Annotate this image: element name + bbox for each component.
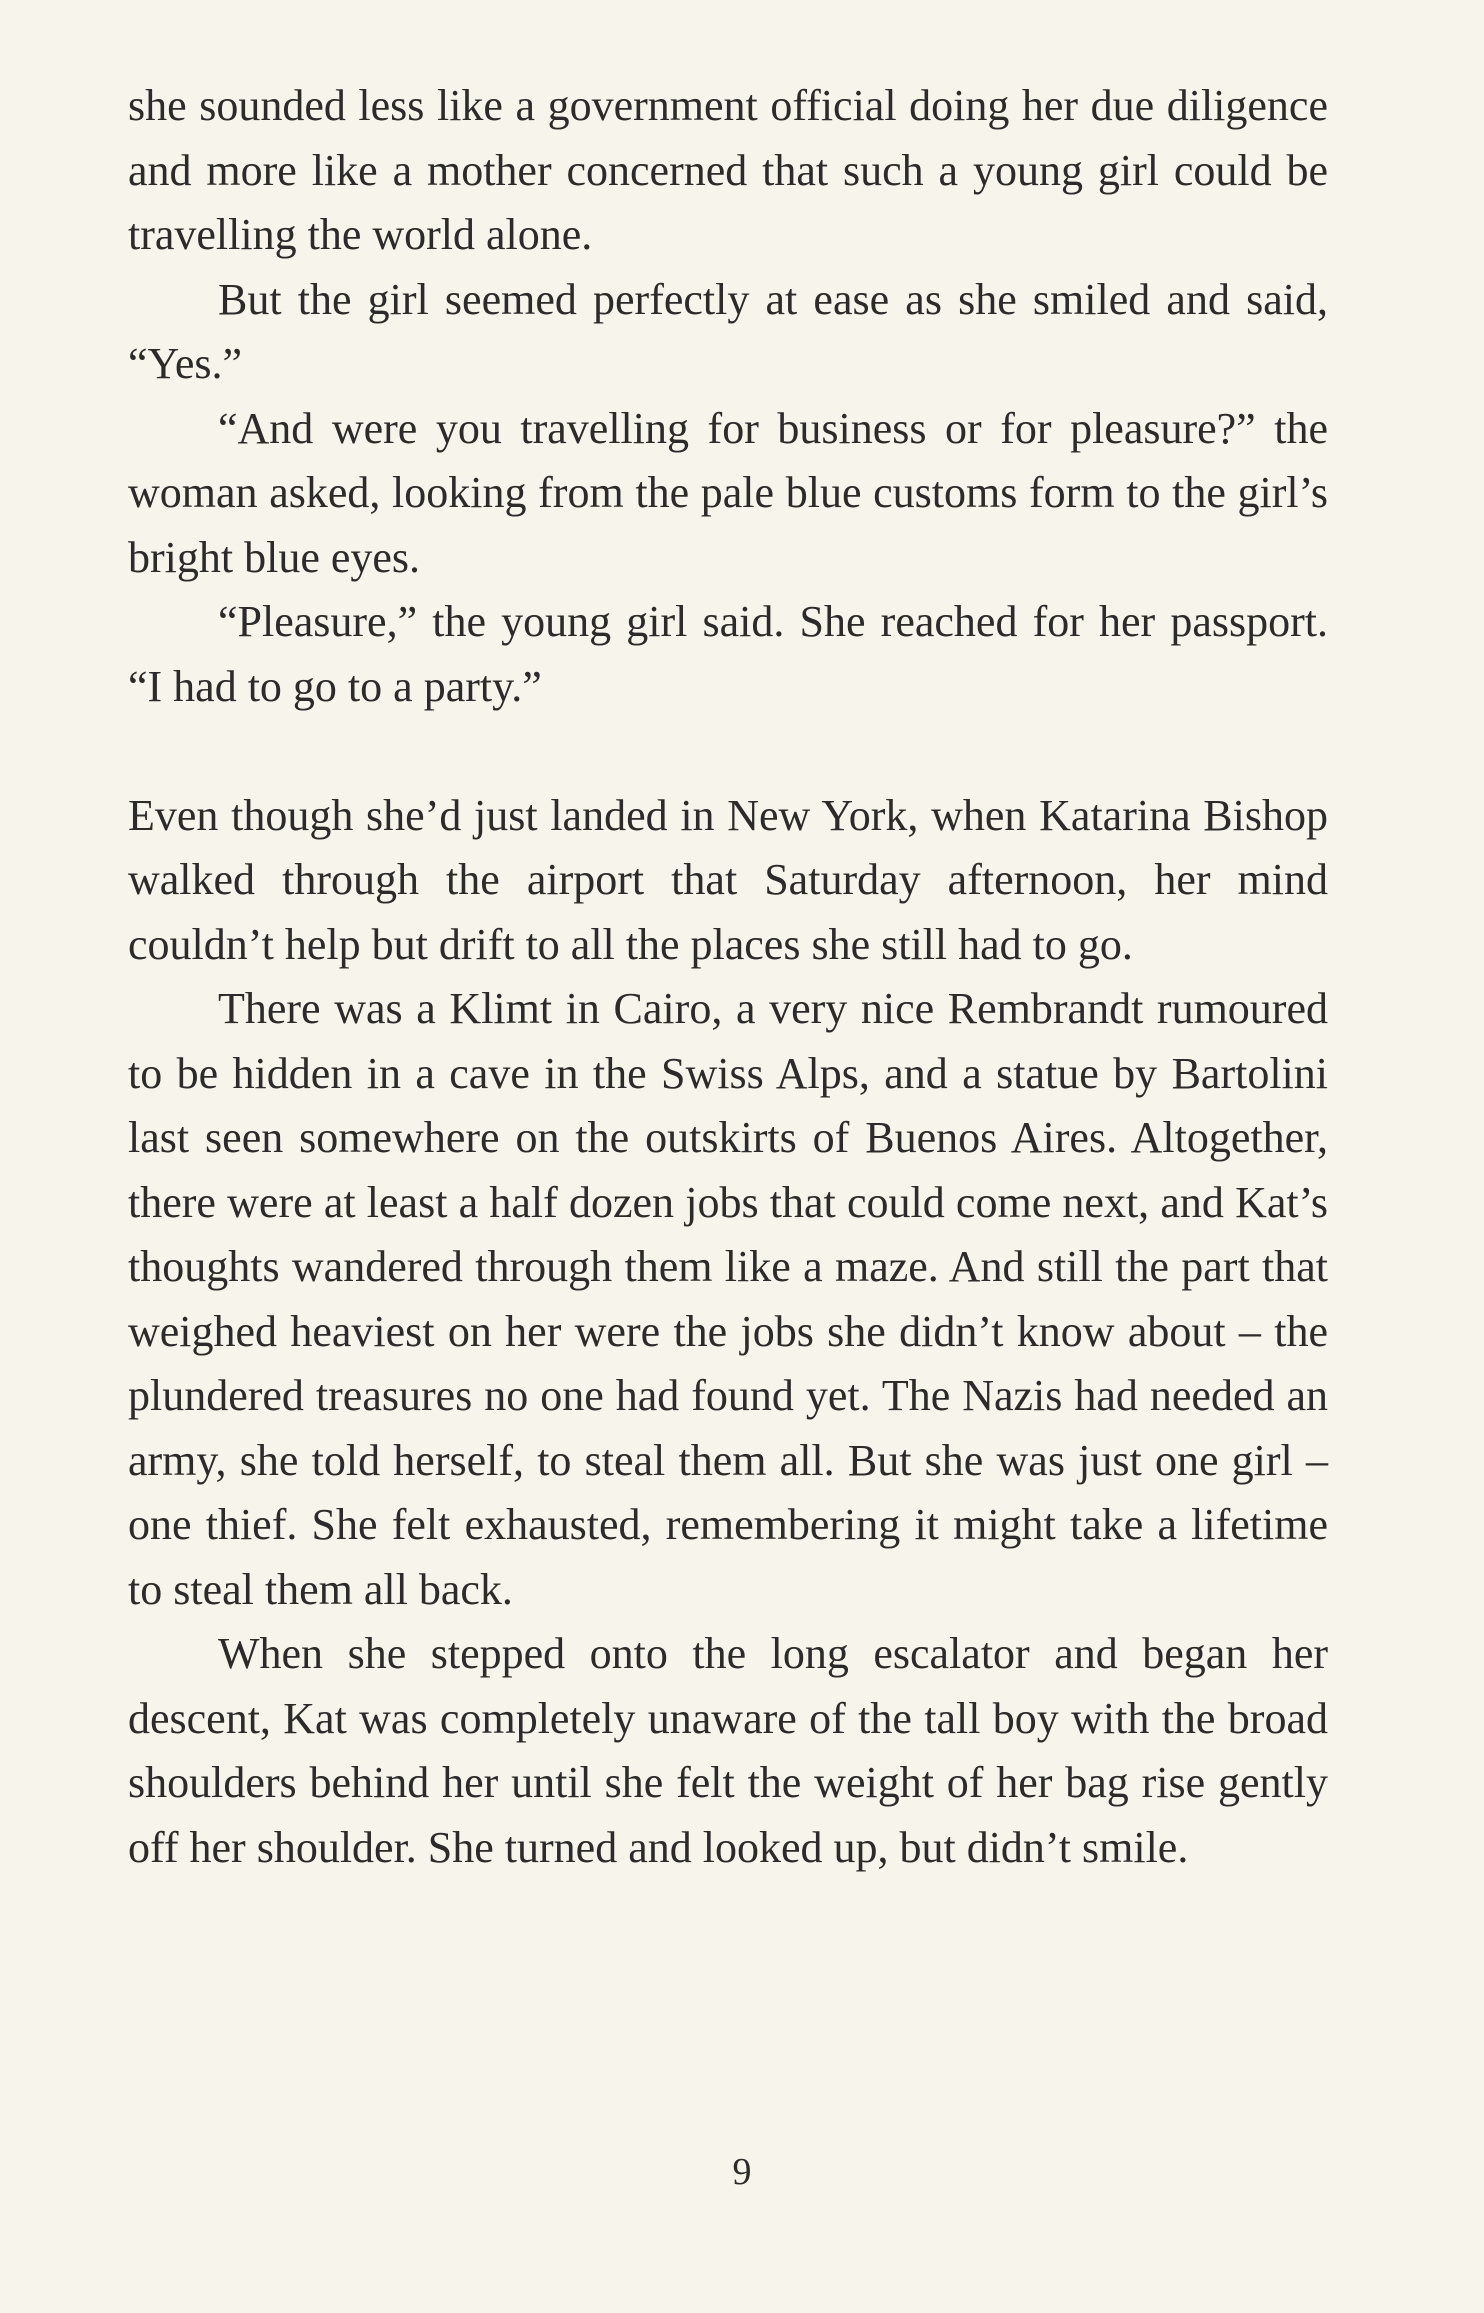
paragraph: When she stepped onto the long escalator and began her descent, Kat was completely unaware of the tall boy with the broad shoulders behind her until she felt the weight of her bag rise gently off her shoulder. She turned and looked up, but didn’t smile. (128, 1629, 1328, 1872)
paragraph-continued: she sounded less like a government official doing her due diligence and more like a mother concerned that such a young girl could be travelling the world alone. (128, 81, 1328, 259)
paragraph-section-start: Even though she’d just landed in New York, when Katarina Bishop walked through the airport that Saturday afternoon, her mind couldn’t help but drift to all the places she still had to go. (128, 790, 1328, 969)
paragraph: “And were you travelling for business or for pleasure?” the woman asked, looking from the pale blue customs form to the girl’s bright blue eyes. (128, 403, 1328, 582)
body-text (128, 74, 1328, 1880)
paragraph: But the girl seemed perfectly at ease as she smiled and said, “Yes.” (128, 274, 1328, 388)
paragraph: “Pleasure,” the young girl said. She reached for her passport. “I had to go to a party.” (128, 597, 1328, 711)
page-number: 9 (732, 2151, 752, 2193)
section-break (128, 719, 1328, 784)
paragraph: There was a Klimt in Cairo, a very nice Rembrandt rumoured to be hidden in a cave in the Swiss Alps, and a statue by Bartolini last seen somewhere on the outskirts of Buenos Aires. Altogether, there were at least a half dozen jobs that could come next, and Kat’s thoughts wandered through them like a maze. And still the part that weighed heaviest on her were the jobs she didn’t know about – the plundered treasures no one had found yet. The Nazis had needed an army, she told herself, to steal them all. But she was just one girl – one thief. She felt exhausted, remembering it might take a lifetime to steal them all back. (128, 984, 1328, 1614)
